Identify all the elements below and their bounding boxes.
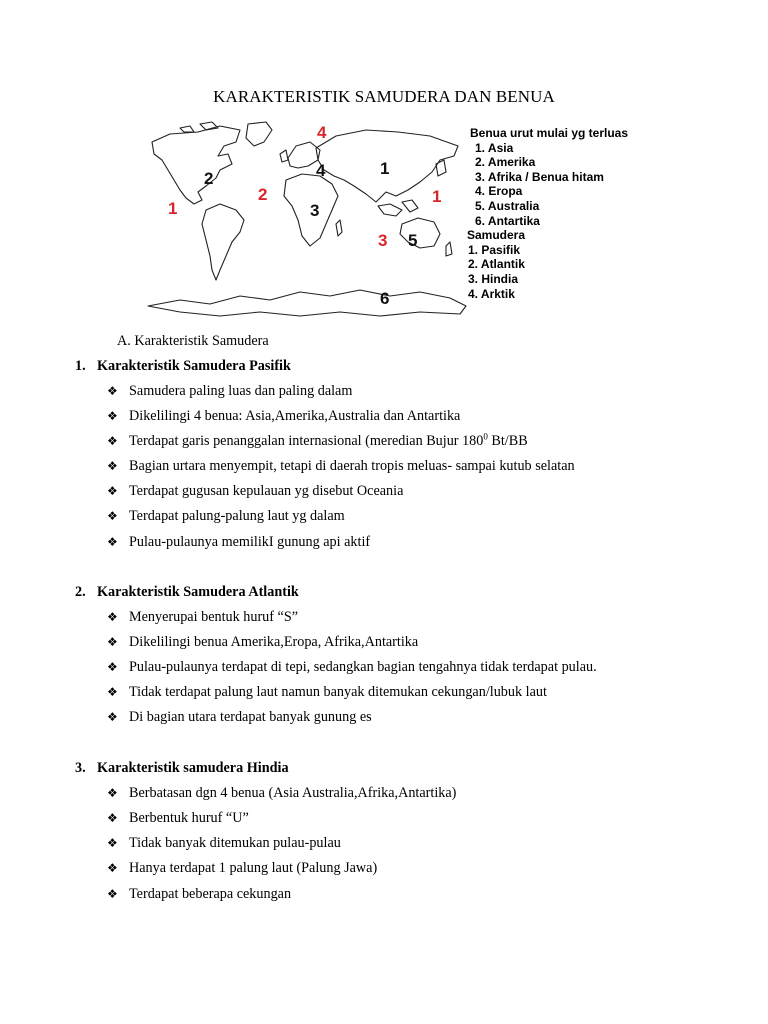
section-number: 3. xyxy=(75,760,86,776)
ocean-label-arctic: 4 xyxy=(317,123,327,142)
ocean-label-pacific-east: 1 xyxy=(168,199,178,218)
section-title: Karakteristik Samudera Atlantik xyxy=(97,584,299,600)
legend-ocean: 4. Arktik xyxy=(468,286,515,301)
continent-label-australia: 5 xyxy=(408,231,418,250)
list-item: ❖ Dikelilingi 4 benua: Asia,Amerika,Australia dan Antartika xyxy=(107,408,461,424)
legend-continent: 5. Australia xyxy=(475,198,540,213)
bullet-icon: ❖ xyxy=(107,710,118,724)
bullet-icon: ❖ xyxy=(107,811,118,825)
ocean-label-atlantic: 2 xyxy=(258,185,268,204)
legend-continent: 1. Asia xyxy=(475,140,514,155)
list-item: ❖ Di bagian utara terdapat banyak gunung es xyxy=(107,709,372,725)
bullet-icon: ❖ xyxy=(107,685,118,699)
list-item: ❖ Tidak terdapat palung laut namun banyak ditemukan cekungan/lubuk laut xyxy=(107,684,547,700)
continent-label-antarctica: 6 xyxy=(380,289,390,308)
section-a-heading: A. Karakteristik Samudera xyxy=(117,333,269,349)
australia-shape xyxy=(400,218,440,248)
list-item: ❖ Samudera paling luas dan paling dalam xyxy=(107,383,353,399)
bullet-icon: ❖ xyxy=(107,484,118,498)
list-item: ❖ Terdapat palung-palung laut yg dalam xyxy=(107,508,345,524)
greenland-shape xyxy=(246,122,272,146)
legend-continents-heading: Benua urut mulai yg terluas xyxy=(470,126,629,140)
bullet-icon: ❖ xyxy=(107,409,118,423)
section-number: 2. xyxy=(75,584,86,600)
list-item: ❖ Tidak banyak ditemukan pulau-pulau xyxy=(107,835,341,851)
page-title: KARAKTERISTIK SAMUDERA DAN BENUA xyxy=(213,87,555,106)
bullet-icon: ❖ xyxy=(107,509,118,523)
list-item: ❖ Berbatasan dgn 4 benua (Asia Australia,Afrika,Antartika) xyxy=(107,785,457,801)
list-item: ❖ Terdapat garis penanggalan internasional (meredian Bujur $180^0$ Bt/BB xyxy=(107,431,528,449)
bullet-icon: ❖ xyxy=(107,459,118,473)
bullet-icon: ❖ xyxy=(107,535,118,549)
continent-label-africa: 3 xyxy=(310,201,320,220)
section-title: Karakteristik samudera Hindia xyxy=(97,760,289,776)
section-heading xyxy=(75,584,299,601)
bullet-icon: ❖ xyxy=(107,836,118,850)
list-item: ❖ Pulau-pulaunya terdapat di tepi, sedangkan bagian tengahnya tidak terdapat pulau. xyxy=(107,659,597,675)
world-map xyxy=(140,120,470,320)
ocean-label-pacific-west: 1 xyxy=(432,187,442,206)
legend-ocean: 1. Pasifik xyxy=(468,242,521,257)
bullet-icon: ❖ xyxy=(107,384,118,398)
legend-continent: 4. Eropa xyxy=(475,184,523,199)
bullet-icon: ❖ xyxy=(107,786,118,800)
bullet-icon: ❖ xyxy=(107,861,118,875)
bullet-icon: ❖ xyxy=(107,635,118,649)
section-number: 1. xyxy=(75,358,86,374)
antarctica-shape xyxy=(148,290,466,316)
legend-continent: 6. Antartika xyxy=(475,213,540,228)
continent-label-europe: 4 xyxy=(316,161,326,180)
list-item: ❖ Terdapat beberapa cekungan xyxy=(107,886,292,902)
degree-superscript: 0 xyxy=(483,431,488,442)
list-item: ❖ Hanya terdapat 1 palung laut (Palung Jawa) xyxy=(107,860,378,876)
legend-ocean: 3. Hindia xyxy=(468,271,519,286)
section-heading xyxy=(75,358,291,375)
section-title: Karakteristik Samudera Pasifik xyxy=(97,358,291,374)
list-item: ❖ Bagian urtara menyempit, tetapi di daerah tropis meluas- sampai kutub selatan xyxy=(107,458,575,474)
section-heading xyxy=(75,760,289,777)
legend-ocean: 2. Atlantik xyxy=(468,257,525,272)
legend-oceans-heading: Samudera xyxy=(467,228,526,243)
bullet-icon: ❖ xyxy=(107,610,118,624)
legend-continent: 3. Afrika / Benua hitam xyxy=(475,169,604,184)
map-legend xyxy=(466,126,628,301)
north-america-shape xyxy=(152,126,240,204)
bullet-icon: ❖ xyxy=(107,660,118,674)
ocean-label-indian: 3 xyxy=(378,231,388,250)
continent-label-america: 2 xyxy=(204,169,214,188)
continent-label-asia: 1 xyxy=(380,159,390,178)
legend-continent: 2. Amerika xyxy=(475,155,536,170)
south-america-shape xyxy=(202,204,244,280)
list-item: ❖ Pulau-pulaunya memilikI gunung api aktif xyxy=(107,534,371,550)
list-item: ❖ Terdapat gugusan kepulauan yg disebut Oceania xyxy=(107,483,404,499)
list-item: ❖ Berbentuk huruf “U” xyxy=(107,810,249,826)
bullet-icon: ❖ xyxy=(107,434,118,448)
list-item: ❖ Menyerupai bentuk huruf “S” xyxy=(107,609,299,625)
bullet-icon: ❖ xyxy=(107,887,118,901)
list-item: ❖ Dikelilingi benua Amerika,Eropa, Afrika,Antartika xyxy=(107,634,419,650)
